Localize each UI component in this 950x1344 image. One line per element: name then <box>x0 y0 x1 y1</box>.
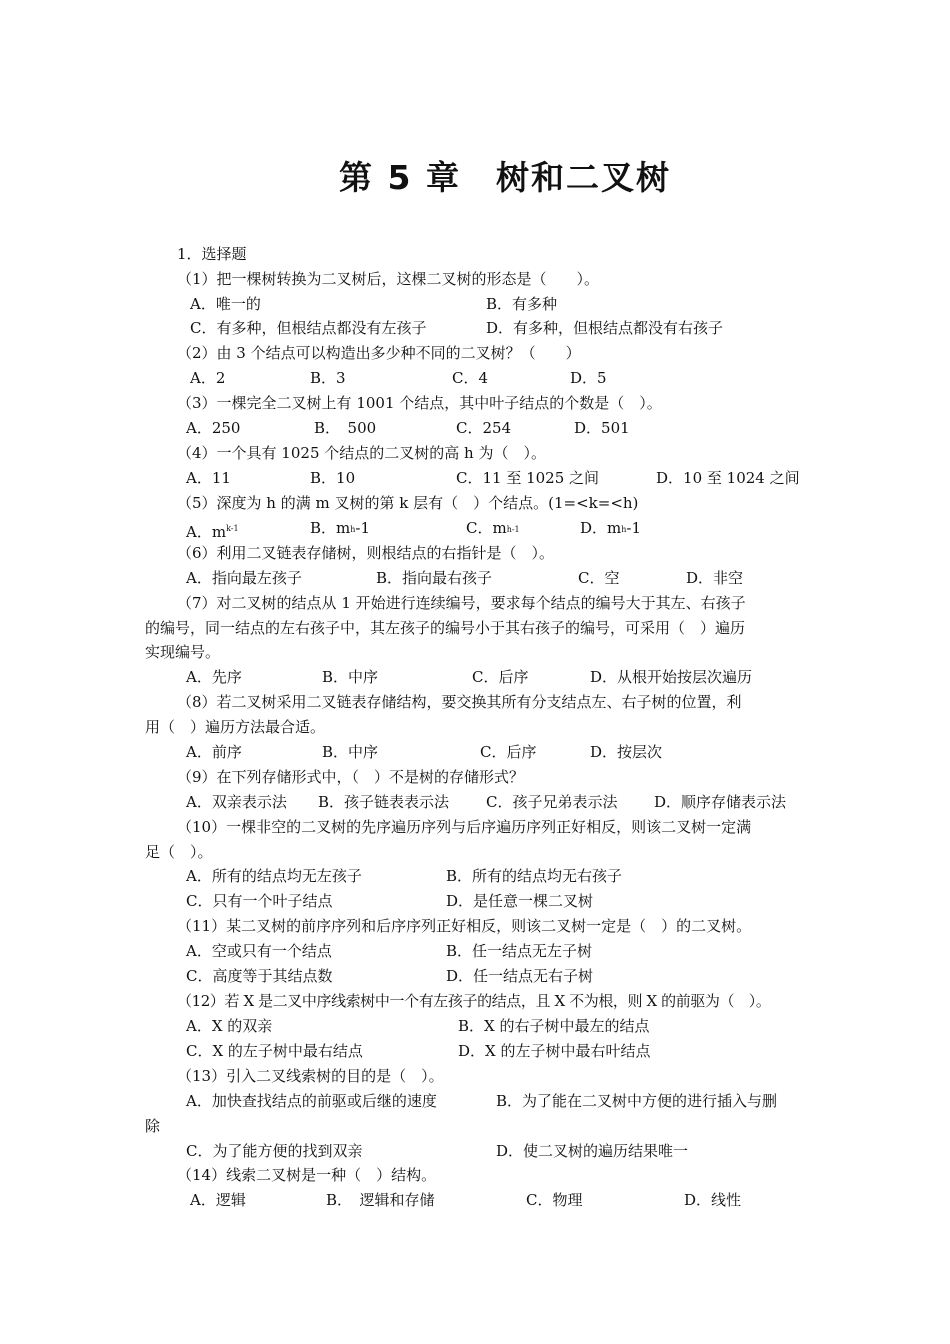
option-d: D．501 <box>574 419 630 437</box>
option-a: A．250 <box>186 419 241 437</box>
option-a: A．唯一的 <box>190 295 261 313</box>
option-c: C．有多种，但根结点都没有左孩子 <box>190 319 427 337</box>
option-b: B． 逻辑和存储 <box>326 1191 435 1209</box>
option-d: D．线性 <box>684 1191 742 1209</box>
chapter-title: 第 5 章 树和二叉树 <box>339 158 671 197</box>
option-a: A．指向最左孩子 <box>186 569 302 587</box>
option-d: D．10 至 1024 之间 <box>656 469 800 487</box>
option-d: D．是任意一棵二叉树 <box>446 892 594 910</box>
question-stem: （4）一个具有 1025 个结点的二叉树的高 h 为（ ）。 <box>177 444 546 462</box>
option-b: B．有多种 <box>486 295 558 313</box>
option-c: C．后序 <box>480 743 537 761</box>
option-b: B．所有的结点均无右孩子 <box>446 867 623 885</box>
question-stem-line-1: （7）对二叉树的结点从 1 开始进行连续编号，要求每个结点的编号大于其左、右孩子 <box>177 594 746 612</box>
question-stem-line-1: （10）一棵非空的二叉树的先序遍历序列与后序遍历序列正好相反，则该二叉树一定满 <box>177 818 752 836</box>
option-b: B． 500 <box>314 419 377 437</box>
option-c: C．mh-1 <box>466 519 520 537</box>
question-stem: （14）线索二叉树是一种（ ）结构。 <box>177 1166 437 1184</box>
option-c: C．11 至 1025 之间 <box>456 469 600 487</box>
question-stem: （11）某二叉树的前序序列和后序序列正好相反，则该二叉树一定是（ ）的二叉树。 <box>177 917 752 935</box>
option-b: B．中序 <box>322 743 379 761</box>
question-stem: （12）若 X 是二叉中序线索树中一个有左孩子的结点，且 X 不为根，则 X 的前驱为（ ）。 <box>177 992 771 1010</box>
option-d: D．mh-1 <box>580 519 642 537</box>
option-b: B．10 <box>310 469 356 487</box>
option-c: C．只有一个叶子结点 <box>186 892 333 910</box>
option-b: B．3 <box>310 369 346 387</box>
option-a: A．X 的双亲 <box>186 1017 273 1035</box>
option-a: A．空或只有一个结点 <box>186 942 332 960</box>
option-a: A．双亲表示法 <box>186 793 287 811</box>
question-stem: （5）深度为 h 的满 m 叉树的第 k 层有（ ）个结点。(1=<k=<h) <box>177 494 639 512</box>
question-stem: （13）引入二叉线索树的目的是（ ）。 <box>177 1067 444 1085</box>
option-a: A．逻辑 <box>190 1191 246 1209</box>
question-stem-line-1: （8）若二叉树采用二叉链表存储结构，要交换其所有分支结点左、右子树的位置，利 <box>177 693 742 711</box>
option-b: B．中序 <box>322 668 379 686</box>
option-c: C．物理 <box>526 1191 583 1209</box>
option-d: D．顺序存储表示法 <box>654 793 787 811</box>
option-d: D．按层次 <box>590 743 663 761</box>
question-stem-line-2: 用（ ）遍历方法最合适。 <box>145 718 326 736</box>
question-stem: （1）把一棵树转换为二叉树后，这棵二叉树的形态是（ ）。 <box>177 270 600 288</box>
option-b: B．指向最右孩子 <box>376 569 493 587</box>
option-c: C．空 <box>578 569 620 587</box>
option-c: C．为了能方便的找到双亲 <box>186 1142 363 1160</box>
option-a: A．所有的结点均无左孩子 <box>186 867 362 885</box>
question-stem: （3）一棵完全二叉树上有 1001 个结点，其中叶子结点的个数是（ ）。 <box>177 394 662 412</box>
question-stem: （6）利用二叉链表存储树，则根结点的右指针是（ ）。 <box>177 544 555 562</box>
option-b: B．孩子链表表示法 <box>318 793 450 811</box>
option-d: D．任一结点无右子树 <box>446 967 594 985</box>
option-b: B．mh-1 <box>310 519 371 537</box>
option-c: C．孩子兄弟表示法 <box>486 793 618 811</box>
question-stem: （2）由 3 个结点可以构造出多少种不同的二叉树？（ ） <box>177 344 581 362</box>
option-a: A．前序 <box>186 743 242 761</box>
option-a: A．11 <box>186 469 231 487</box>
option-d: D．X 的左子树中最右叶结点 <box>458 1042 651 1060</box>
question-stem-line-2: 的编号，同一结点的左右孩子中，其左孩子的编号小于其右孩子的编号，可采用（ ）遍历 <box>145 619 746 637</box>
option-c: C．后序 <box>472 668 529 686</box>
section-label: 1．选择题 <box>177 245 247 263</box>
option-b-cont: 除 <box>145 1117 161 1135</box>
option-d: D．非空 <box>686 569 744 587</box>
option-c: C．4 <box>452 369 489 387</box>
option-d: D．有多种，但根结点都没有右孩子 <box>486 319 724 337</box>
option-b: B．为了能在二叉树中方便的进行插入与删 <box>496 1092 778 1110</box>
option-d: D．使二叉树的遍历结果唯一 <box>496 1142 689 1160</box>
option-a: A．2 <box>190 369 226 387</box>
option-d: D．5 <box>570 369 607 387</box>
option-c: C．X 的左子树中最右结点 <box>186 1042 363 1060</box>
option-c: C．254 <box>456 419 512 437</box>
question-stem-line-3: 实现编号。 <box>145 643 221 661</box>
option-a: A．先序 <box>186 668 242 686</box>
option-a: A．加快查找结点的前驱或后继的速度 <box>186 1092 437 1110</box>
option-b: B．X 的右子树中最左的结点 <box>458 1017 650 1035</box>
option-c: C．高度等于其结点数 <box>186 967 333 985</box>
option-b: B．任一结点无左子树 <box>446 942 593 960</box>
question-stem: （9）在下列存储形式中，（ ）不是树的存储形式？ <box>177 768 525 786</box>
option-d: D．从根开始按层次遍历 <box>590 668 753 686</box>
option-a: A．$m^{k-1}$ <box>186 523 239 541</box>
question-stem-line-2: 足（ ）。 <box>145 843 213 861</box>
